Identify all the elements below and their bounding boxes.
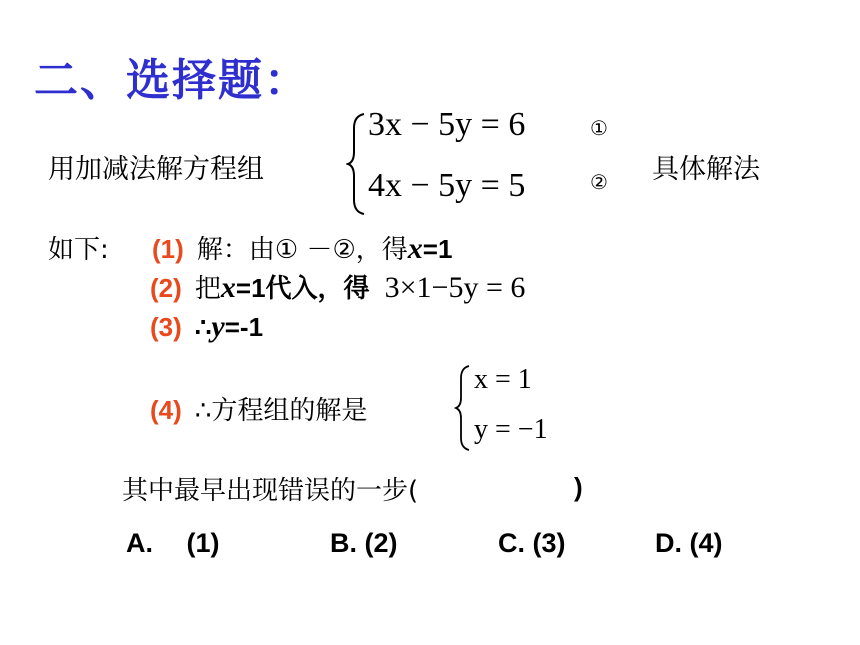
option-a[interactable]: [126, 528, 220, 559]
step-4: [150, 390, 367, 427]
option-c-value: (3): [532, 528, 566, 558]
equation-1-marker: ①: [590, 116, 608, 140]
step-2-number: (2): [150, 273, 182, 303]
step-2-value: =1代入，得: [235, 273, 370, 303]
step-1: [152, 229, 452, 266]
equation-1-text: 3x − 5y = 6: [368, 106, 526, 143]
step-2: [150, 268, 525, 305]
option-b[interactable]: [330, 528, 398, 559]
problem-intro: 用加减法解方程组: [48, 154, 264, 185]
solution-brace: [454, 364, 472, 452]
question: [122, 470, 418, 507]
option-b-value: (2): [364, 528, 398, 558]
question-close: ): [574, 472, 583, 502]
step-1-value: =1: [422, 234, 453, 264]
step-3-value: =-1: [224, 312, 264, 342]
step-1-var: x: [407, 232, 423, 265]
equation-2-marker: ②: [590, 170, 608, 194]
step-3-var: y: [211, 310, 225, 343]
solution-x: x = 1: [474, 364, 532, 395]
equation-2-text: 4x − 5y = 5: [368, 167, 526, 204]
step-2-text: 把: [194, 274, 221, 304]
step-3-number: (3): [150, 312, 182, 342]
system-brace: [346, 112, 368, 216]
step-3: [150, 310, 263, 344]
step-2-var: x: [220, 271, 236, 304]
step-1-text: 解：由① －②，得: [196, 235, 408, 265]
option-b-letter: B.: [330, 528, 357, 558]
equation-2: [368, 167, 525, 205]
question-text: 其中最早出现错误的一步(: [122, 476, 419, 506]
solution-lead: 如下:: [48, 235, 109, 265]
option-a-letter: A.: [126, 528, 153, 558]
step-4-text: ∴方程组的解是: [194, 396, 368, 426]
option-c-letter: C.: [498, 528, 525, 558]
option-c[interactable]: [498, 528, 566, 559]
option-d[interactable]: [655, 528, 723, 559]
equation-1: [368, 106, 525, 144]
problem-after: 具体解法: [652, 154, 760, 185]
solution-y: y = −1: [474, 414, 548, 445]
option-d-letter: D.: [655, 528, 682, 558]
section-title: 二、选择题：: [34, 55, 310, 106]
step-3-therefore: ∴: [194, 312, 212, 342]
step-1-number: (1): [152, 234, 184, 264]
step-2-math: 3×1−5y = 6: [384, 271, 526, 304]
option-a-value: (1): [186, 528, 220, 558]
step-4-number: (4): [150, 395, 182, 425]
option-d-value: (4): [689, 528, 723, 558]
